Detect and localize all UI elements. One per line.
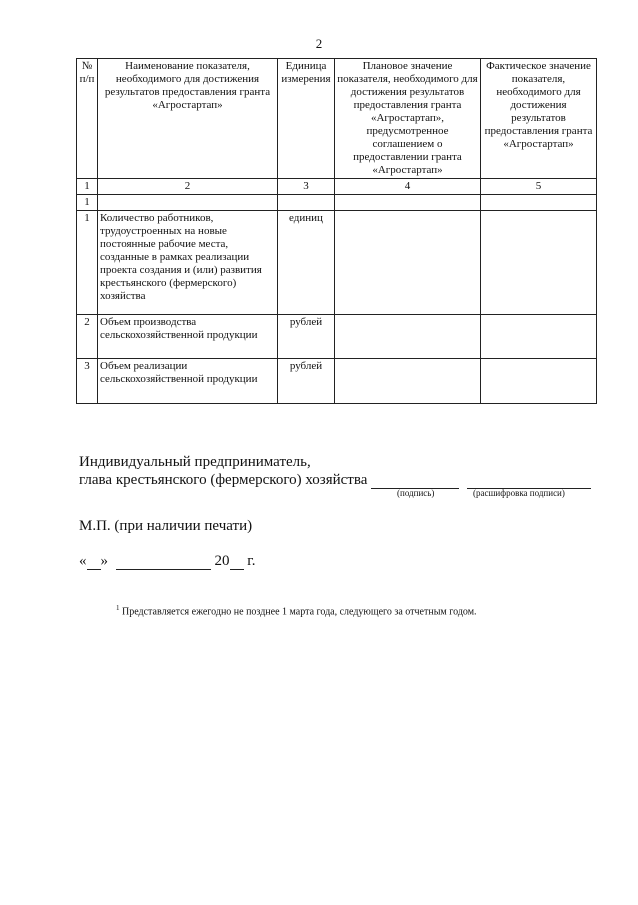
year-field[interactable] xyxy=(230,555,244,570)
header-indicator-name: Наименование показателя, необходимого для достижения результатов предоставления гранта «Агростартап» xyxy=(98,59,278,179)
table-cell xyxy=(335,195,481,211)
column-numbering-row xyxy=(77,179,597,195)
header-actual-value: Фактическое значение показателя, необходимого для достижения результатов предоставления гранта «Агростартап» xyxy=(481,59,597,179)
actual-value-cell[interactable] xyxy=(481,315,597,359)
column-number: 1 xyxy=(77,179,98,195)
date-close-quote: » xyxy=(100,553,108,569)
row-number: 2 xyxy=(77,315,98,359)
planned-value-cell[interactable] xyxy=(335,211,481,315)
column-number: 2 xyxy=(98,179,278,195)
footnote-text: Представляется ежегодно не позднее 1 марта года, следующего за отчетным годом. xyxy=(122,606,477,618)
indicators-table xyxy=(76,58,597,404)
date-open-quote: « xyxy=(79,553,87,569)
actual-value-cell[interactable] xyxy=(481,211,597,315)
unit-cell: рублей xyxy=(278,315,335,359)
signer-title-line2-row xyxy=(79,471,591,489)
table-row xyxy=(77,359,597,404)
signature-decoding-line[interactable] xyxy=(467,474,591,489)
signature-block xyxy=(79,453,591,489)
table-cell xyxy=(481,195,597,211)
month-field[interactable] xyxy=(116,555,211,570)
section-number: 1 xyxy=(77,195,98,211)
column-number: 5 xyxy=(481,179,597,195)
signer-title-line2: глава крестьянского (фермерского) хозяйства xyxy=(79,472,368,488)
stamp-placeholder: М.П. (при наличии печати) xyxy=(79,518,253,534)
footnote-mark: 1 xyxy=(116,604,120,612)
actual-value-cell[interactable] xyxy=(481,359,597,404)
indicator-name: Количество работников, трудоустроенных на новые постоянные рабочие места, созданные в рамках реализации проекта создания и (или) развития крестьянского (фермерского) хозяйства xyxy=(98,211,278,315)
table-row xyxy=(77,211,597,315)
table-row xyxy=(77,315,597,359)
date-line xyxy=(79,553,255,570)
signature-hint: (подпись) xyxy=(397,488,435,498)
signature-decoding-hint: (расшифровка подписи) xyxy=(473,488,565,498)
section-row xyxy=(77,195,597,211)
indicator-name: Объем реализации сельскохозяйственной продукции xyxy=(98,359,278,404)
footnote xyxy=(116,604,477,617)
indicator-name: Объем производства сельскохозяйственной продукции xyxy=(98,315,278,359)
header-row xyxy=(77,59,597,179)
row-number: 1 xyxy=(77,211,98,315)
column-number: 3 xyxy=(278,179,335,195)
column-number: 4 xyxy=(335,179,481,195)
page-number: 2 xyxy=(315,36,323,51)
header-unit: Единица измерения xyxy=(278,59,335,179)
unit-cell: единиц xyxy=(278,211,335,315)
signature-line[interactable] xyxy=(371,474,459,489)
row-number: 3 xyxy=(77,359,98,404)
day-field[interactable] xyxy=(87,555,101,570)
signer-title-line1: Индивидуальный предприниматель, xyxy=(79,454,311,470)
header-number: № п/п xyxy=(77,59,98,179)
table-cell xyxy=(278,195,335,211)
planned-value-cell[interactable] xyxy=(335,315,481,359)
year-suffix: г. xyxy=(247,553,256,569)
header-planned-value: Плановое значение показателя, необходимого для достижения результатов предоставления гранта «Агростартап», предусмотренное соглашением о предоставлении гранта «Агростартап» xyxy=(335,59,481,179)
planned-value-cell[interactable] xyxy=(335,359,481,404)
table-cell xyxy=(98,195,278,211)
year-prefix: 20 xyxy=(214,553,230,569)
unit-cell: рублей xyxy=(278,359,335,404)
